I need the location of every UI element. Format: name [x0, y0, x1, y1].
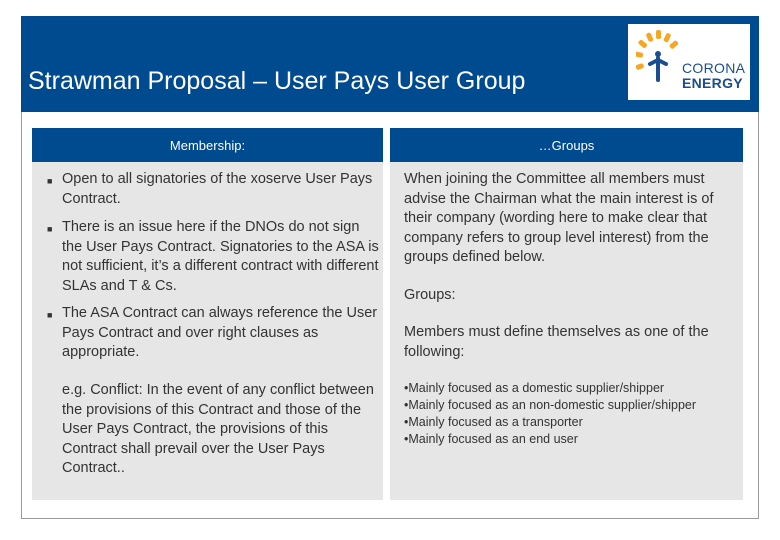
logo-text-energy: ENERGY [682, 75, 743, 91]
groups-paragraph-2: Members must define themselves as one of the following: [404, 324, 709, 360]
corona-energy-logo [628, 24, 750, 100]
group-item: •Mainly focused as an non-domestic supplier/shipper [404, 398, 697, 412]
groups-label: Groups: [404, 287, 456, 303]
groups-header: …Groups [390, 128, 743, 162]
membership-bullet-1: Open to all signatories of the xoserve User Pays Contract. [62, 171, 373, 207]
membership-bullet-3: The ASA Contract can always reference the User Pays Contract and over right clauses as appropriate. [62, 305, 378, 360]
membership-example: e.g. Conflict: In the event of any conflict between the provisions of this Contract and those of the User Pays Contract, the provisions of this Contract shall prevail over the User Pays Contract.. [62, 382, 374, 476]
slide-title: Strawman Proposal – User Pays User Group [28, 67, 526, 95]
groups-paragraph-1: When joining the Committee all members must advise the Chairman what the main interest is of their company (wording here to make clear that company refers to group level interest) from the groups defined below. [404, 171, 714, 265]
group-item: •Mainly focused as an end user [404, 432, 578, 446]
square-bullet-icon: ■ [47, 176, 53, 186]
sunburst-logo-icon [636, 30, 682, 98]
membership-bullet-2: There is an issue here if the DNOs do not sign the User Pays Contract. Signatories to the ASA is not sufficient, it’s a different contract with different SLAs and T & Cs. [62, 219, 379, 294]
membership-header: Membership: [32, 128, 383, 162]
logo-text-corona: CORONA [682, 60, 746, 76]
group-item: •Mainly focused as a transporter [404, 415, 583, 429]
square-bullet-icon: ■ [47, 310, 53, 320]
group-item: •Mainly focused as a domestic supplier/shipper [404, 381, 665, 395]
square-bullet-icon: ■ [47, 224, 53, 234]
